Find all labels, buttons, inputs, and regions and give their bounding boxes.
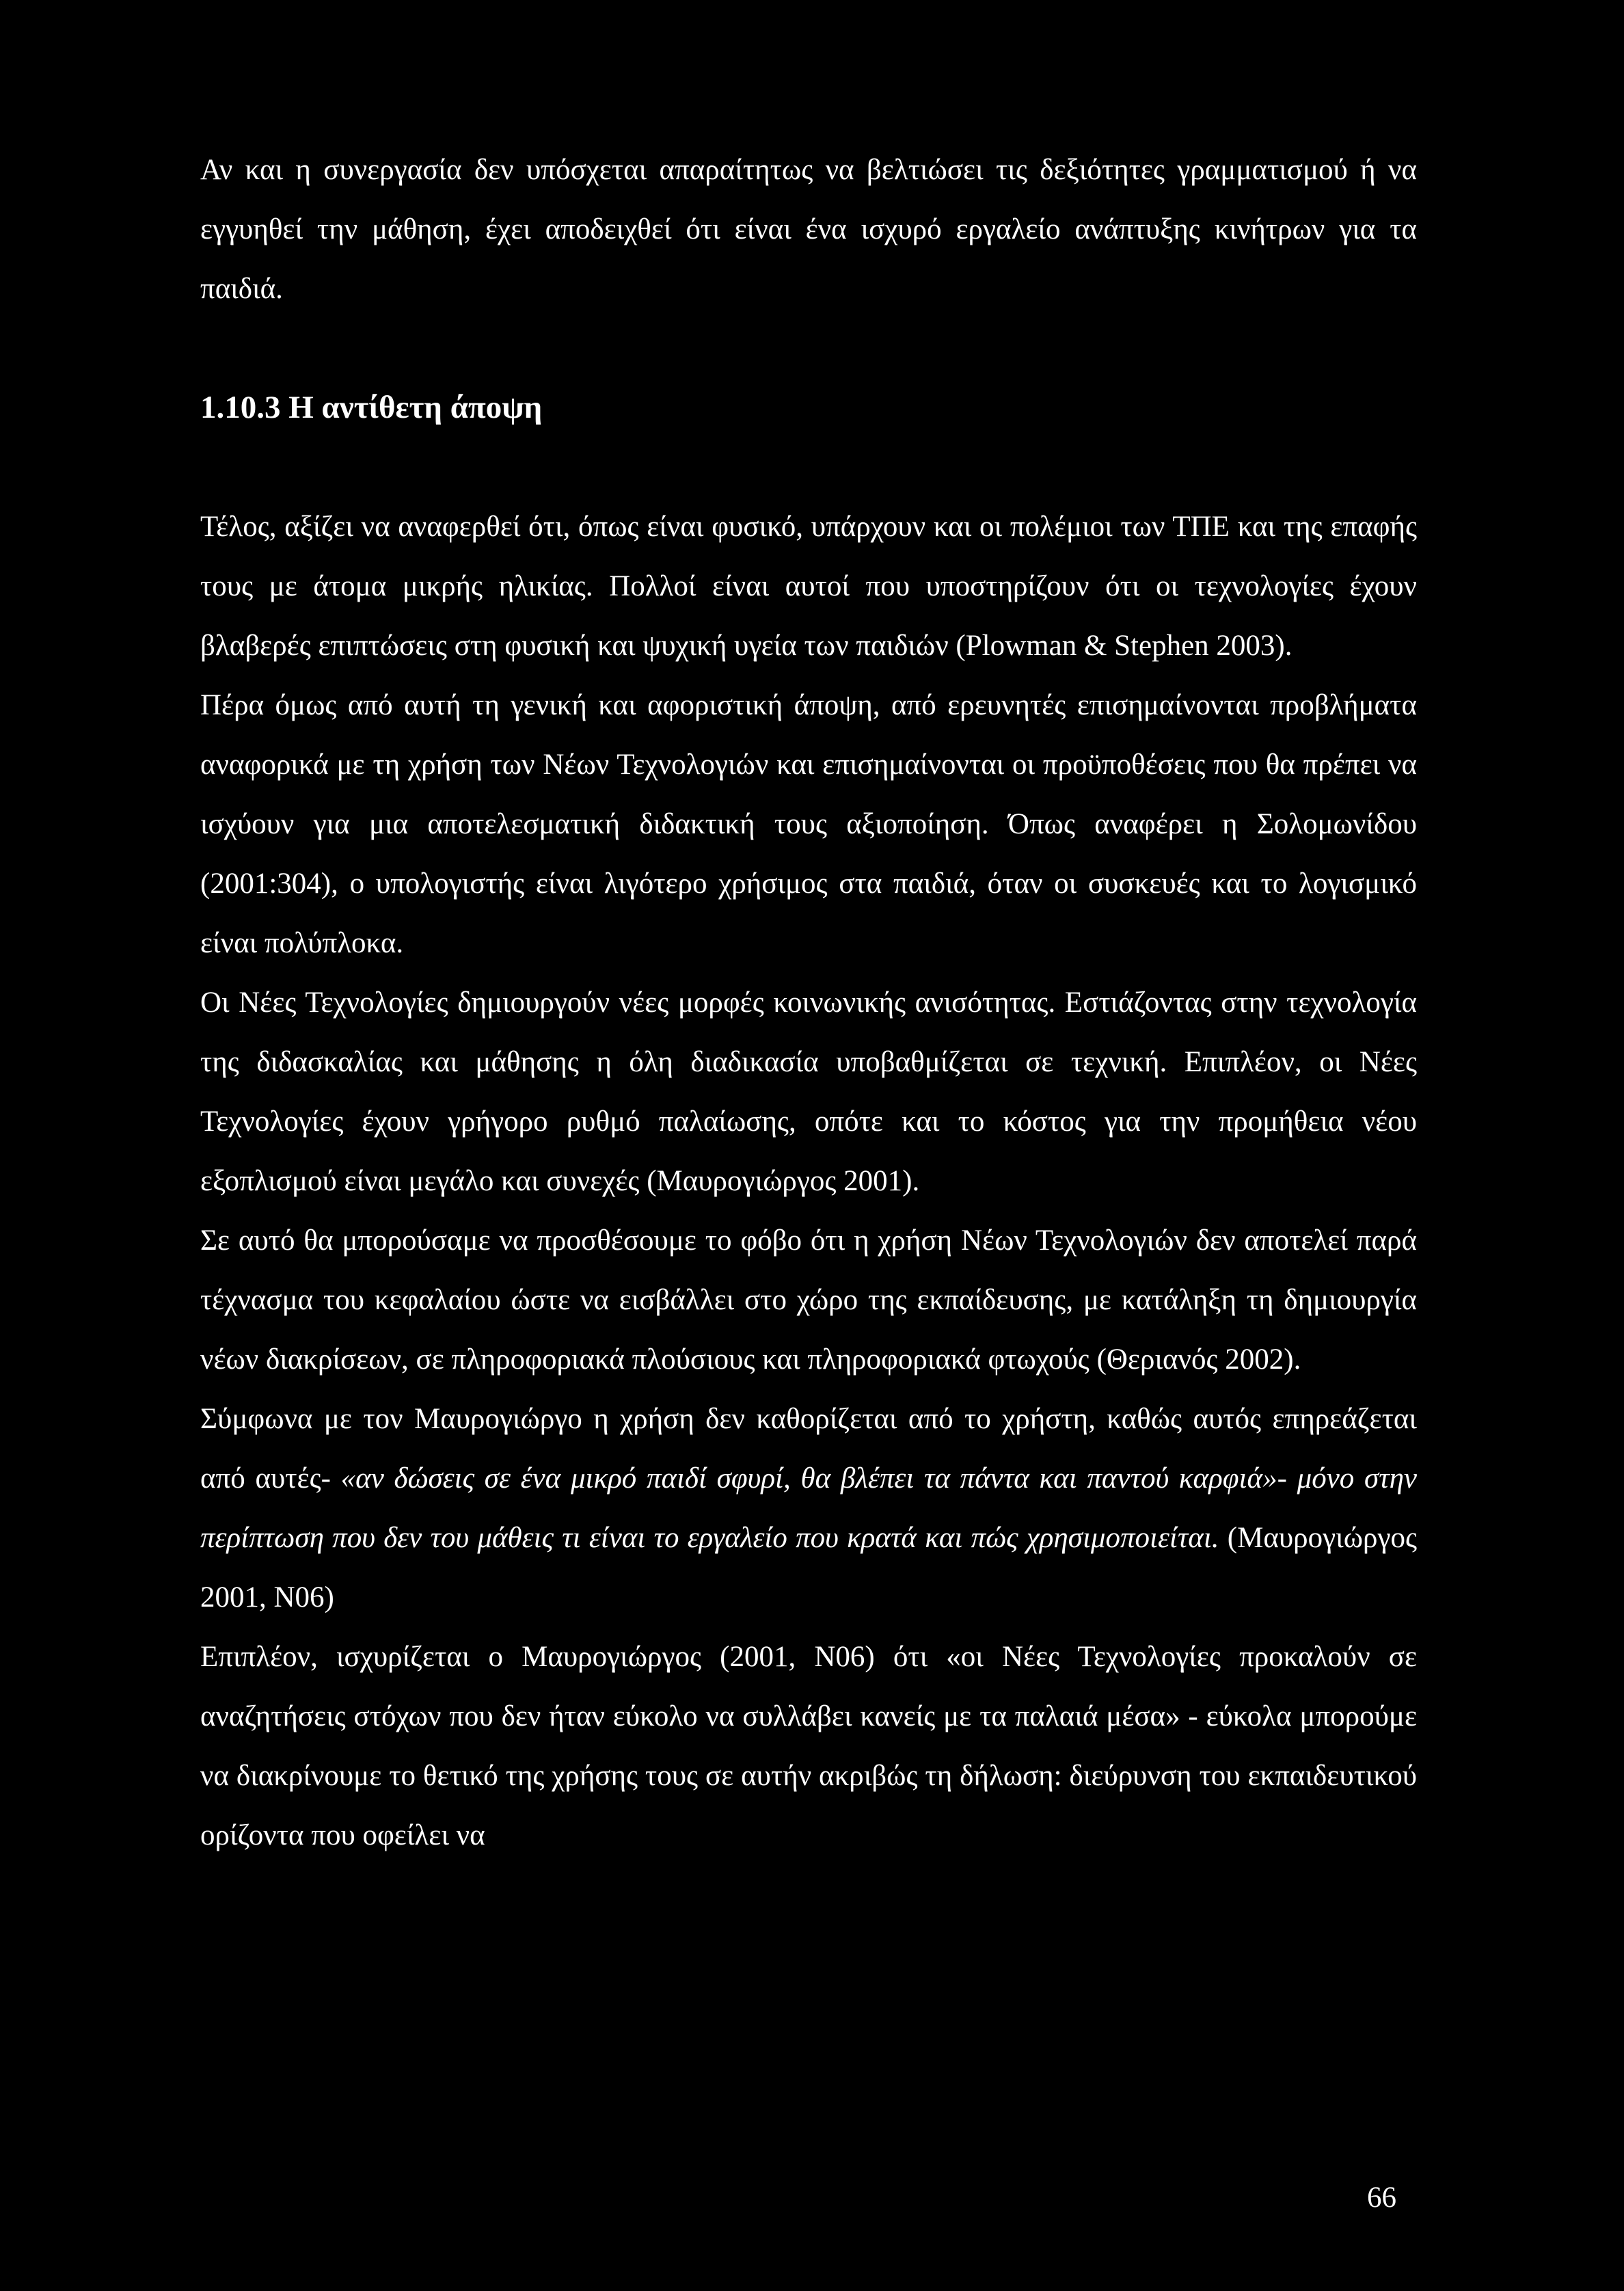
page-body	[200, 140, 1417, 1865]
quote-lead: Σύμφωνα με τον Μαυρογιώργο η χρήση δεν καθορίζεται από το χρήστη, καθώς αυτός επηρεάζεται από αυτές-	[200, 1403, 1417, 1495]
quote-citation: (Μαυρογιώργος 2001, Ν06)	[200, 1522, 1417, 1613]
paragraph-quote	[200, 1389, 1417, 1627]
paragraph-capital: Σε αυτό θα μπορούσαμε να προσθέσουμε το φόβο ότι η χρήση Νέων Τεχνολογιών δεν αποτελεί παρά τέχνασμα του κεφαλαίου ώστε να εισβάλλει στο χώρο της εκπαίδευσης, με κατάληξη τη δημιουργία νέων διακρίσεων, σε πληροφοριακά πλούσιους και πληροφοριακά φτωχούς (Θεριανός 2002).	[200, 1224, 1417, 1376]
page-number: 66	[1367, 2182, 1396, 2214]
quote-italic: «αν δώσεις σε ένα μικρό παιδί σφυρί, θα βλέπει τα πάντα και παντού καρφιά»- μόνο στην περίπτωση που δεν του μάθεις τι είναι το εργαλείο που κρατά και πώς χρησιμοποιείται.	[200, 1462, 1417, 1554]
paragraph-problems: Πέρα όμως από αυτή τη γενική και αφοριστική άποψη, από ερευνητές επισημαίνονται προβλήματα αναφορικά με τη χρήση των Νέων Τεχνολογιών και επισημαίνονται οι προϋποθέσεις που θα πρέπει να ισχύουν για μια αποτελεσματική διδακτική τους αξιοποίηση. Όπως αναφέρει η Σολομωνίδου (2001:304), ο υπολογιστής είναι λιγότερο χρήσιμος στα παιδιά, όταν οι συσκευές και το λογισμικό είναι πολύπλοκα.	[200, 689, 1417, 959]
paragraph-inequality: Οι Νέες Τεχνολογίες δημιουργούν νέες μορφές κοινωνικής ανισότητας. Εστιάζοντας στην τεχνολογία της διδασκαλίας και μάθησης η όλη διαδικασία υποβαθμίζεται σε τεχνική. Επιπλέον, οι Νέες Τεχνολογίες έχουν γρήγορο ρυθμό παλαίωσης, οπότε και το κόστος για την προμήθεια νέου εξοπλισμού είναι μεγάλο και συνεχές (Μαυρογιώργος 2001).	[200, 987, 1417, 1197]
paragraph-critics: Τέλος, αξίζει να αναφερθεί ότι, όπως είναι φυσικό, υπάρχουν και οι πολέμιοι των ΤΠΕ και της επαφής τους με άτομα μικρής ηλικίας. Πολλοί είναι αυτοί που υποστηρίζουν ότι οι τεχνολογίες έχουν βλαβερές επιπτώσεις στη φυσική και ψυχική υγεία των παιδιών (Plowman & Stephen 2003).	[200, 511, 1417, 662]
intro-paragraph: Αν και η συνεργασία δεν υπόσχεται απαραίτητως να βελτιώσει τις δεξιότητες γραμματισμού ή να εγγυηθεί την μάθηση, έχει αποδειχθεί ότι είναι ένα ισχυρό εργαλείο ανάπτυξης κινήτρων για τα παιδιά.	[200, 154, 1417, 305]
paragraph-final: Επιπλέον, ισχυρίζεται ο Μαυρογιώργος (2001, Ν06) ότι «οι Νέες Τεχνολογίες προκαλούν σε αναζητήσεις στόχων που δεν ήταν εύκολο να συλλάβει κανείς με τα παλαιά μέσα» - εύκολα μπορούμε να διακρίνουμε το θετικό της χρήσης τους σε αυτήν ακριβώς τη δήλωση: διεύρυνση του εκπαιδευτικού ορίζοντα που οφείλει να	[200, 1641, 1417, 1851]
section-heading: 1.10.3 Η αντίθετη άποψη	[200, 390, 543, 425]
